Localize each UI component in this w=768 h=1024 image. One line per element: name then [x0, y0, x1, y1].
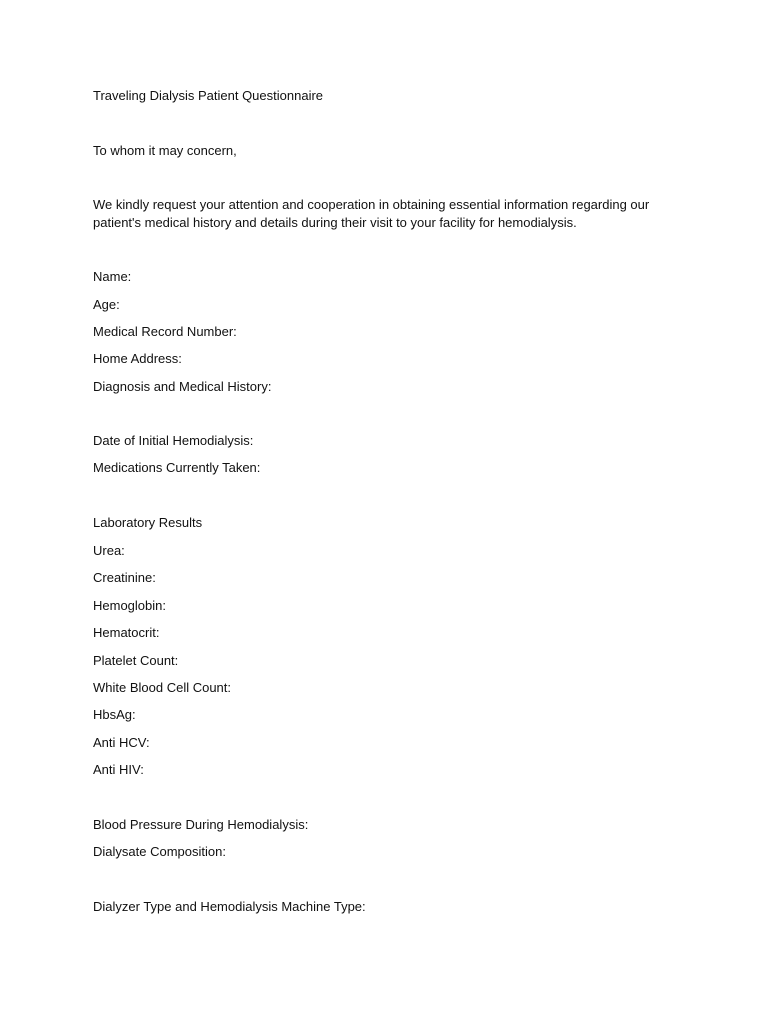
lab-item-creatinine: Creatinine:	[93, 570, 156, 585]
lab-item-hematocrit: Hematocrit:	[93, 625, 160, 640]
lab-item-urea: Urea:	[93, 543, 125, 558]
lab-item-wbc-count: White Blood Cell Count:	[93, 680, 232, 695]
lab-results-heading: Laboratory Results	[93, 515, 203, 530]
document-title: Traveling Dialysis Patient Questionnaire	[93, 88, 324, 103]
field-blood-pressure-label: Blood Pressure During Hemodialysis:	[93, 817, 309, 832]
field-date-initial-hd-label: Date of Initial Hemodialysis:	[93, 433, 254, 448]
field-name-label: Name:	[93, 269, 132, 284]
lab-item-hemoglobin: Hemoglobin:	[93, 598, 166, 613]
field-dialyzer-machine-label: Dialyzer Type and Hemodialysis Machine Type:	[93, 899, 366, 914]
salutation: To whom it may concern,	[93, 143, 237, 158]
field-dialysate-label: Dialysate Composition:	[93, 844, 226, 859]
field-diagnosis-label: Diagnosis and Medical History:	[93, 379, 272, 394]
lab-item-anti-hcv: Anti HCV:	[93, 735, 150, 750]
field-home-address-label: Home Address:	[93, 351, 182, 366]
lab-item-platelet-count: Platelet Count:	[93, 653, 179, 668]
field-medical-record-number-label: Medical Record Number:	[93, 324, 237, 339]
field-age-label: Age:	[93, 297, 120, 312]
intro-paragraph: We kindly request your attention and cooperation in obtaining essential information regarding our patient's medical history and details during their visit to your facility for hemodialysis.	[93, 197, 650, 230]
lab-item-anti-hiv: Anti HIV:	[93, 762, 144, 777]
field-medications-label: Medications Currently Taken:	[93, 460, 261, 475]
lab-item-hbsag: HbsAg:	[93, 707, 136, 722]
